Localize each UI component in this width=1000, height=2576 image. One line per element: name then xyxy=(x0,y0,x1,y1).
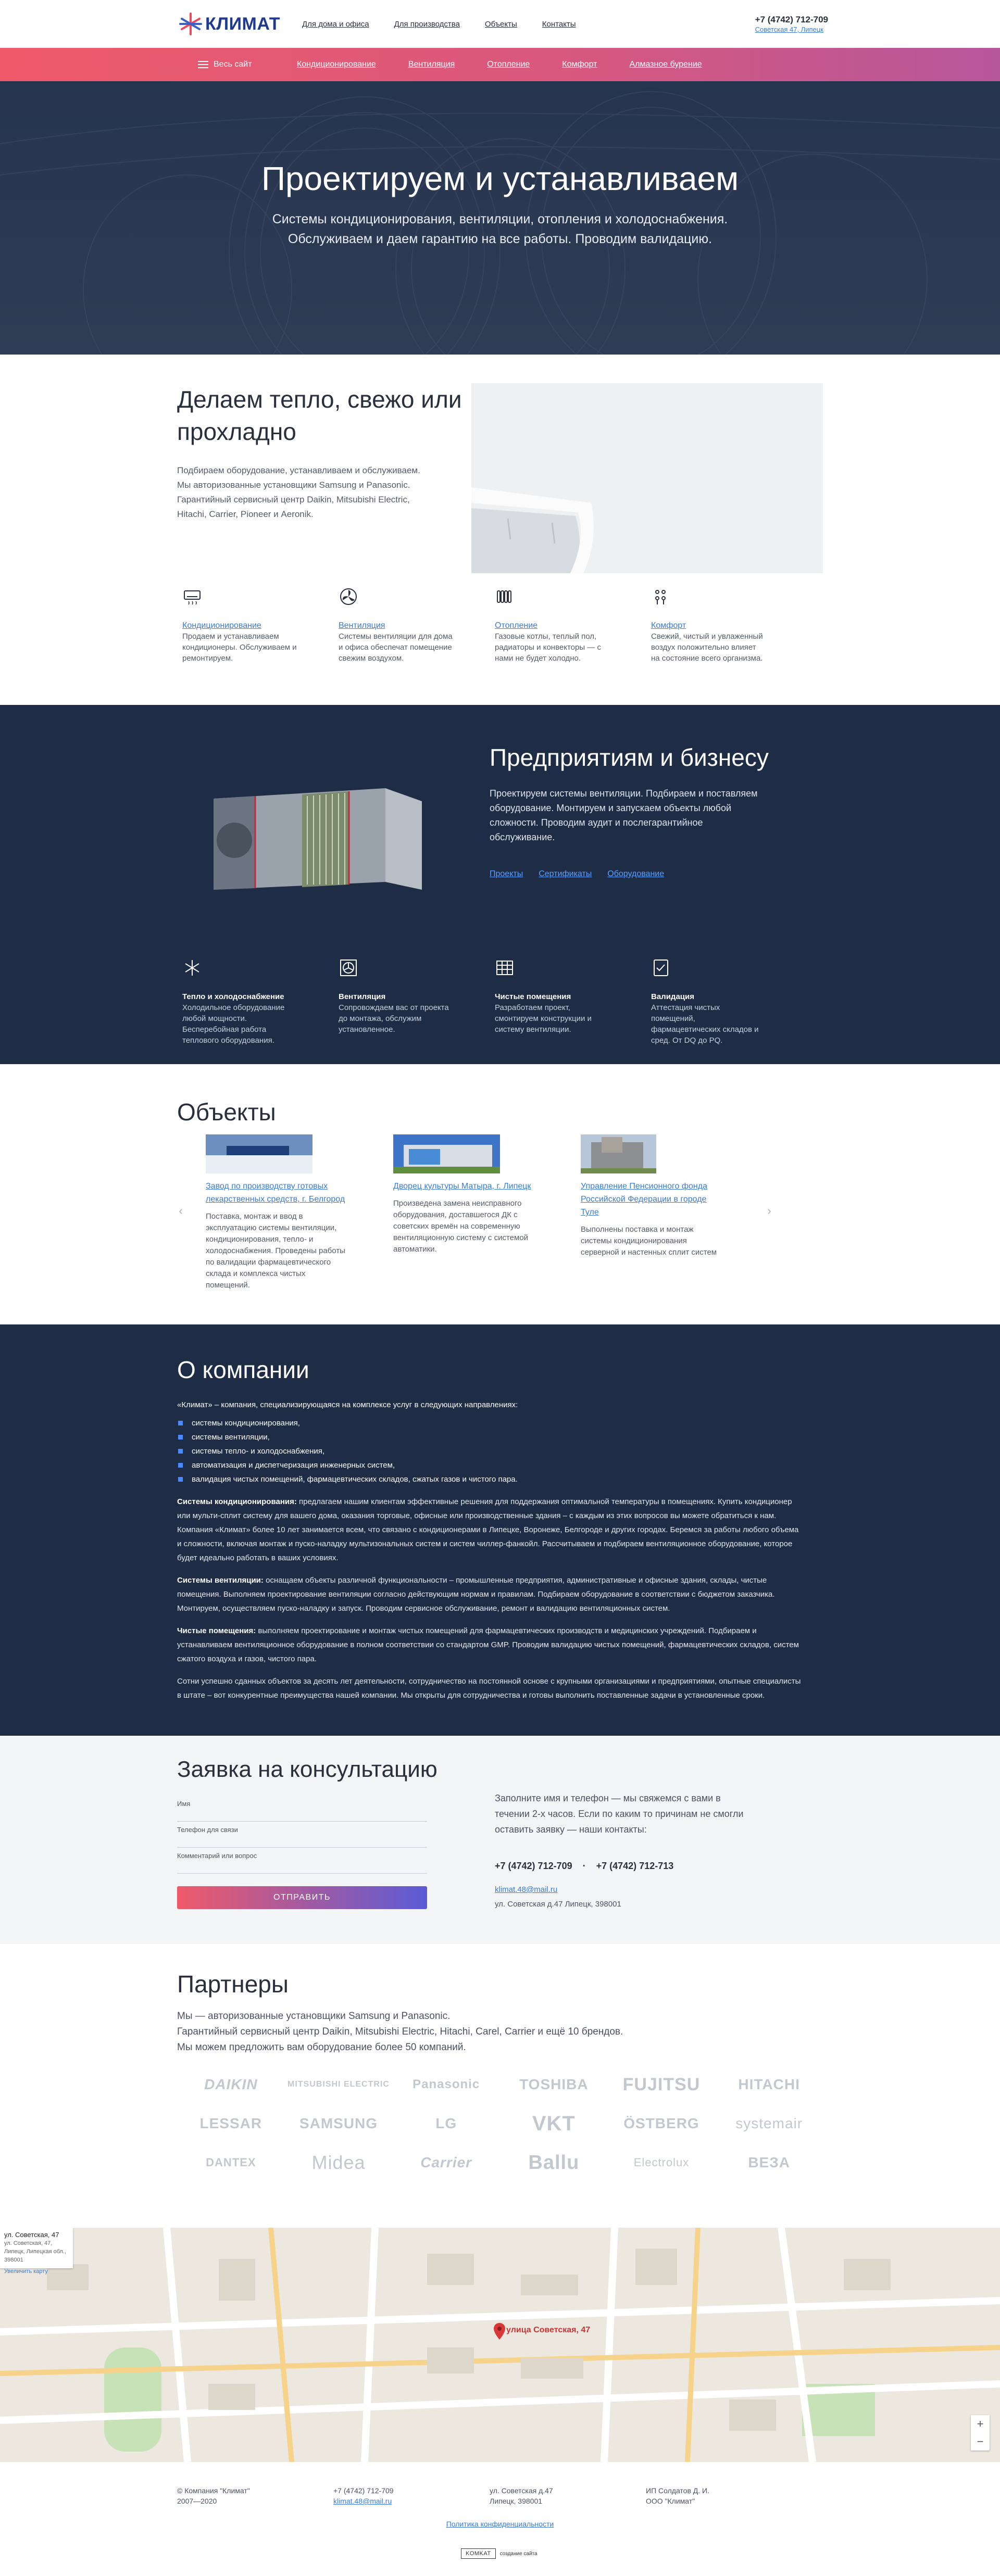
hero-title: Проектируем и устанавливаем xyxy=(261,160,739,197)
radiator-icon xyxy=(495,587,515,607)
about-paragraph: Сотни успешно сданных объектов за десять лет деятельности, сотрудничество на постоянной основе с крупными организациями и предприятиями, опытные специалисты в штате – вот конкурентные преимущества нашей компании. Мы открыты для сотрудничества и готовы выполнить поставленные задачи в установленные сроки. xyxy=(177,1677,801,1700)
hero-line-2: Обслуживаем и даем гарантию на все работы. Проводим валидацию. xyxy=(288,232,712,246)
objects-section xyxy=(0,1064,1000,1324)
humidity-icon xyxy=(651,587,671,607)
feature-card xyxy=(339,584,495,664)
legal-entity-2: ООО "Климат" xyxy=(646,2497,695,2505)
partner-logo: ÖSTBERG xyxy=(623,2115,699,2131)
business-links xyxy=(490,869,781,879)
ventilation-icon xyxy=(339,958,358,978)
feature-link-ventilation[interactable]: Вентиляция xyxy=(339,621,385,630)
hamburger-icon xyxy=(198,59,208,70)
object-photo xyxy=(581,1134,656,1173)
site-header xyxy=(0,0,1000,48)
feature-title: Вентиляция xyxy=(339,992,386,1001)
name-field[interactable]: Имя xyxy=(177,1796,427,1822)
nav-production[interactable]: Для производства xyxy=(394,19,460,29)
para-text: предлагаем нашим клиентам эффективные решения для поддержания оптимальной температуры в помещениях. Купить кондиционер или мульти-сплит систему для вашего дома, оказания торговые, офисные или производственные здания – с каждым из этих вопросов вы можете обратиться к нам. Компания «Климат» более 10 лет занимается всем, что связано с кондиционерами в Липецке, Воронеже, Белгороде и других городах. Беремся за работы любого объема и сложности, включая монтаж и пуско-наладку мультизональных систем и систем чиллер-фанкойл. Рассчитываем и подбираем вентиляционное оборудование, которое будет идеально работать в ваших условиях. xyxy=(177,1497,799,1562)
partner-logo: HITACHI xyxy=(738,2076,800,2092)
feature-card xyxy=(182,584,339,664)
header-contact xyxy=(755,15,828,34)
object-photo xyxy=(393,1134,500,1173)
all-site-button[interactable] xyxy=(198,59,302,70)
consult-title: Заявка на консультацию xyxy=(177,1757,438,1782)
warm-title: Делаем тепло, свежо или прохладно xyxy=(177,386,462,445)
submit-button[interactable]: ОТПРАВИТЬ xyxy=(177,1886,427,1909)
partners-text-2: Гарантийный сервисный центр Daikin, Mitsubishi Electric, Hitachi, Carel, Carrier и ещё 10 брендов. xyxy=(177,2026,623,2037)
feature-card xyxy=(651,955,807,1046)
warm-lead: Подбираем оборудование, устанавливаем и обслуживаем. Мы авторизованные установщики Samsung и Panasonic. Гарантийный сервисный центр Daikin, Mitsubishi Electric, Hitachi, Carrier, Pioneer и Aeronik. xyxy=(177,465,420,519)
partner-logo: LG xyxy=(435,2115,457,2131)
site-footer xyxy=(0,2462,1000,2576)
nav-contacts[interactable]: Контакты xyxy=(542,19,576,29)
air-conditioner-icon xyxy=(182,587,202,607)
feature-card xyxy=(182,955,339,1046)
developer-caption: создание сайта xyxy=(499,2550,538,2557)
feature-card xyxy=(339,955,495,1046)
map-zoom-control xyxy=(971,2415,990,2451)
logo[interactable] xyxy=(177,10,299,37)
list-item: системы тепло- и холодоснабжения, xyxy=(177,1444,823,1458)
feature-link-comfort[interactable]: Комфорт xyxy=(651,621,686,630)
list-item: системы кондиционирования, xyxy=(177,1416,823,1430)
feature-desc: Аттестация чистых помещений, фармацевтических складов и сред. От DQ до PQ. xyxy=(651,1003,759,1045)
list-item: валидация чистых помещений, фармацевтических складов, сжатых газов и чистого пара. xyxy=(177,1472,823,1486)
about-title: О компании xyxy=(177,1356,309,1383)
object-title-link[interactable]: Управление Пенсионного фонда Российской Федерации в городе Туле xyxy=(581,1182,707,1217)
developer-badge[interactable] xyxy=(461,2548,538,2559)
feature-card xyxy=(651,584,807,664)
partner-logo: Ballu xyxy=(528,2151,580,2174)
link-equipment[interactable]: Оборудование xyxy=(607,869,665,878)
map-card-title: ул. Советская, 47 xyxy=(4,2231,59,2239)
footer-phone[interactable]: +7 (4742) 712-709 xyxy=(333,2486,394,2495)
link-certificates[interactable]: Сертификаты xyxy=(539,869,592,878)
main-menu-bar xyxy=(0,48,1000,81)
business-title: Предприятиям и бизнесу xyxy=(490,744,769,771)
zoom-out-icon[interactable]: − xyxy=(977,2435,984,2448)
footer-address xyxy=(490,2485,646,2506)
fan-icon xyxy=(339,587,358,607)
comment-field[interactable]: Комментарий или вопрос xyxy=(177,1848,427,1874)
feature-link-heating[interactable]: Отопление xyxy=(495,621,538,630)
legal-entity-1: ИП Солдатов Д. И. xyxy=(646,2486,710,2495)
menu-diamond-drilling[interactable]: Алмазное бурение xyxy=(629,60,702,69)
about-paragraph xyxy=(177,1624,802,1666)
consult-text: Заполните имя и телефон — мы свяжемся с вами в течении 2-х часов. Если по каким то причинам не смогли оставить заявку — наши контакты: xyxy=(495,1793,744,1835)
phone-separator: · xyxy=(582,1861,586,1871)
partner-logo: TOSHIBA xyxy=(519,2076,589,2092)
about-section xyxy=(0,1324,1000,1736)
carousel-prev-icon[interactable]: ‹ xyxy=(179,1204,183,1217)
developer-logo: KOMKAT xyxy=(461,2548,496,2559)
feature-desc: Газовые котлы, теплый пол, радиаторы и конвекторы — с нами не будет холодно. xyxy=(495,632,601,663)
feature-title: Тепло и холодоснабжение xyxy=(182,992,284,1001)
feature-desc: Системы вентиляции для дома и офиса обеспечат помещение свежим воздухом. xyxy=(339,632,453,663)
partner-logo: ВЕЗА xyxy=(748,2154,790,2170)
map-widget[interactable] xyxy=(0,2228,1000,2462)
about-paragraph xyxy=(177,1495,802,1565)
list-item: автоматизация и диспетчеризация инженерных систем, xyxy=(177,1458,823,1472)
object-desc: Произведена замена неисправного оборудования, доставшегося ДК с советских времён на современную вентиляционную систему с системой автоматики. xyxy=(393,1199,529,1254)
copyright-years: 2007—2020 xyxy=(177,2497,217,2505)
map-canvas[interactable] xyxy=(0,2228,1000,2462)
service-menu xyxy=(297,60,702,69)
partner-logo: systemair xyxy=(735,2115,803,2131)
feature-title: Валидация xyxy=(651,992,694,1001)
business-text: Проектируем системы вентиляции. Подбираем и поставляем оборудование. Монтируем и запускаем объекты любой сложности. Проводим аудит и послегарантийное обслуживание. xyxy=(490,788,758,842)
object-desc: Поставка, монтаж и ввод в эксплуатацию системы вентиляции, кондиционирования, тепло- и холодоснабжения. Проведены работы по валидации фармацевтического склада и комплекса чистых помещений. xyxy=(206,1212,345,1290)
feature-desc: Продаем и устанавливаем кондиционеры. Обслуживаем и ремонтируем. xyxy=(182,632,297,663)
object-card xyxy=(393,1134,534,1291)
menu-comfort[interactable]: Комфорт xyxy=(562,60,597,69)
menu-ventilation[interactable]: Вентиляция xyxy=(408,60,455,69)
about-intro: «Климат» – компания, специализирующаяся на комплексе услуг в следующих направлениях: xyxy=(177,1400,518,1409)
menu-heating[interactable]: Отопление xyxy=(487,60,530,69)
nav-objects[interactable]: Объекты xyxy=(484,19,517,29)
map-pin-label: улица Советская, 47 xyxy=(506,2326,591,2334)
business-features xyxy=(182,955,807,1046)
snowflake-icon xyxy=(182,958,202,978)
para-text: оснащаем объекты различной функциональности – промышленные предприятия, административные и офисные здания, склады, чистые помещения. Выполняем проектирование вентиляции согласно действующим нормам и правилам. Подбираем оборудование в соответствии с бюджетом заказчика. Монтируем, осуществляем пуско-наладку и запуск. Проводим сервисное обслуживание, ремонт и валидацию вентиляционных систем. xyxy=(177,1576,775,1613)
feature-desc: Свежий, чистый и увлаженный воздух положительно влияет на состояние всего организма. xyxy=(651,632,763,663)
about-list xyxy=(177,1416,823,1486)
para-heading: Чистые помещения: xyxy=(177,1626,256,1635)
hero-section xyxy=(0,81,1000,355)
feature-card xyxy=(495,955,651,1046)
hero-line-1: Системы кондиционирования, вентиляции, отопления и холодоснабжения. xyxy=(272,212,728,226)
object-photo xyxy=(206,1134,312,1173)
copyright-text: © Компания "Климат" xyxy=(177,2486,250,2495)
partners-text-3: Мы можем предложить вам оборудование более 50 компаний. xyxy=(177,2042,466,2053)
footer-copyright xyxy=(177,2485,333,2506)
privacy-policy-link[interactable]: Политика конфиденциальности xyxy=(446,2520,554,2528)
cleanroom-icon xyxy=(495,958,515,978)
zoom-in-icon[interactable]: + xyxy=(977,2417,984,2430)
feature-desc: Разработаем проект, смонтируем конструкции и систему вентиляции. xyxy=(495,1003,592,1034)
link-projects[interactable]: Проекты xyxy=(490,869,523,878)
partner-logo: DAIKIN xyxy=(204,2076,258,2092)
business-section xyxy=(0,705,1000,1064)
footer-email[interactable]: klimat.48@mail.ru xyxy=(333,2497,392,2505)
partner-logo: Panasonic xyxy=(413,2077,480,2091)
object-desc: Выполнены поставка и монтаж системы кондиционирования серверной и настенных сплит систем xyxy=(581,1225,717,1257)
object-title-link[interactable]: Завод по производству готовых лекарственных средств, г. Белгород xyxy=(206,1182,345,1204)
partners-title: Партнеры xyxy=(177,1971,289,1998)
footer-city: Липецк, 398001 xyxy=(490,2497,543,2505)
map-info-card xyxy=(0,2228,73,2275)
consultation-section xyxy=(0,1736,1000,1944)
footer-contacts xyxy=(333,2485,490,2506)
feature-link-conditioning[interactable]: Кондиционирование xyxy=(182,621,261,630)
partner-logo: Electrolux xyxy=(633,2156,690,2169)
air-handling-unit-image xyxy=(177,778,448,903)
carousel-next-icon[interactable]: › xyxy=(767,1204,771,1217)
validation-icon xyxy=(651,958,671,978)
top-nav xyxy=(302,20,576,29)
list-item: системы вентиляции, xyxy=(177,1430,823,1444)
partner-logo: DANTEX xyxy=(206,2156,256,2169)
home-office-section xyxy=(0,355,1000,705)
para-heading: Системы вентиляции: xyxy=(177,1576,264,1585)
header-address[interactable]: Советская 47, Липецк xyxy=(755,25,823,33)
partner-logos xyxy=(177,2074,823,2173)
partners-section xyxy=(0,1944,1000,2228)
enlarge-map-link[interactable]: Увеличить карту xyxy=(4,2268,48,2275)
consult-address: ул. Советская д.47 Липецк, 398001 xyxy=(495,1900,621,1909)
partners-text-1: Мы — авторизованные установщики Samsung и Panasonic. xyxy=(177,2011,451,2022)
object-card xyxy=(581,1134,721,1291)
footer-legal xyxy=(646,2485,802,2506)
objects-carousel xyxy=(206,1134,721,1291)
consult-phone-2[interactable]: +7 (4742) 712-713 xyxy=(596,1861,674,1871)
partner-logo: Carrier xyxy=(420,2154,472,2170)
objects-title: Объекты xyxy=(177,1098,276,1126)
partner-logo: Midea xyxy=(311,2152,366,2173)
feature-title: Чистые помещения xyxy=(495,992,571,1001)
object-title-link[interactable]: Дворец культуры Матыра, г. Липецк xyxy=(393,1182,531,1191)
footer-street: ул. Советская д.47 xyxy=(490,2486,553,2495)
partner-logo: VKT xyxy=(532,2112,576,2135)
air-conditioner-image xyxy=(471,383,823,573)
feature-desc: Сопровождаем вас от проекта до монтажа, обслужим установленное. xyxy=(339,1003,449,1034)
partner-logo: FUJITSU xyxy=(622,2074,701,2094)
consult-email[interactable]: klimat.48@mail.ru xyxy=(495,1885,558,1894)
partner-logo: MITSUBISHI ELECTRIC xyxy=(288,2080,390,2089)
menu-conditioning[interactable]: Кондиционирование xyxy=(297,60,376,69)
snowflake-logo-icon xyxy=(177,10,204,37)
feature-card xyxy=(495,584,651,664)
para-text: выполняем проектирование и монтаж чистых помещений для фармацевтических производств и медицинских учреждений. Подбираем и устанавливаем вентиляционное оборудование в полном соответствии со стандартом GMP. Проводим валидацию чистых помещений, фармацевтических складов, систем сжатого воздуха и газов, чистого пара. xyxy=(177,1626,799,1663)
home-features xyxy=(182,584,807,664)
consult-contacts xyxy=(495,1790,755,1910)
nav-home-office[interactable]: Для дома и офиса xyxy=(302,19,369,29)
partner-logo: SAMSUNG xyxy=(299,2115,378,2131)
about-paragraph xyxy=(177,1573,802,1615)
feature-desc: Холодильное оборудование любой мощности. Бесперебойная работа теплового оборудования. xyxy=(182,1003,285,1045)
map-card-subtitle: ул. Советская, 47, Липецк, Липецкая обл., 398001 xyxy=(4,2240,67,2263)
all-site-label: Весь сайт xyxy=(214,60,252,69)
object-card xyxy=(206,1134,346,1291)
header-phone[interactable]: +7 (4742) 712-709 xyxy=(755,14,828,24)
para-heading: Системы кондиционирования: xyxy=(177,1497,297,1506)
phone-field[interactable]: Телефон для связи xyxy=(177,1822,427,1848)
logo-text: КЛИМАТ xyxy=(205,14,280,34)
consult-phone-1[interactable]: +7 (4742) 712-709 xyxy=(495,1861,572,1871)
map-pin-icon[interactable] xyxy=(494,2323,505,2340)
consult-form xyxy=(177,1796,427,1909)
partner-logo: LESSAR xyxy=(199,2115,262,2131)
